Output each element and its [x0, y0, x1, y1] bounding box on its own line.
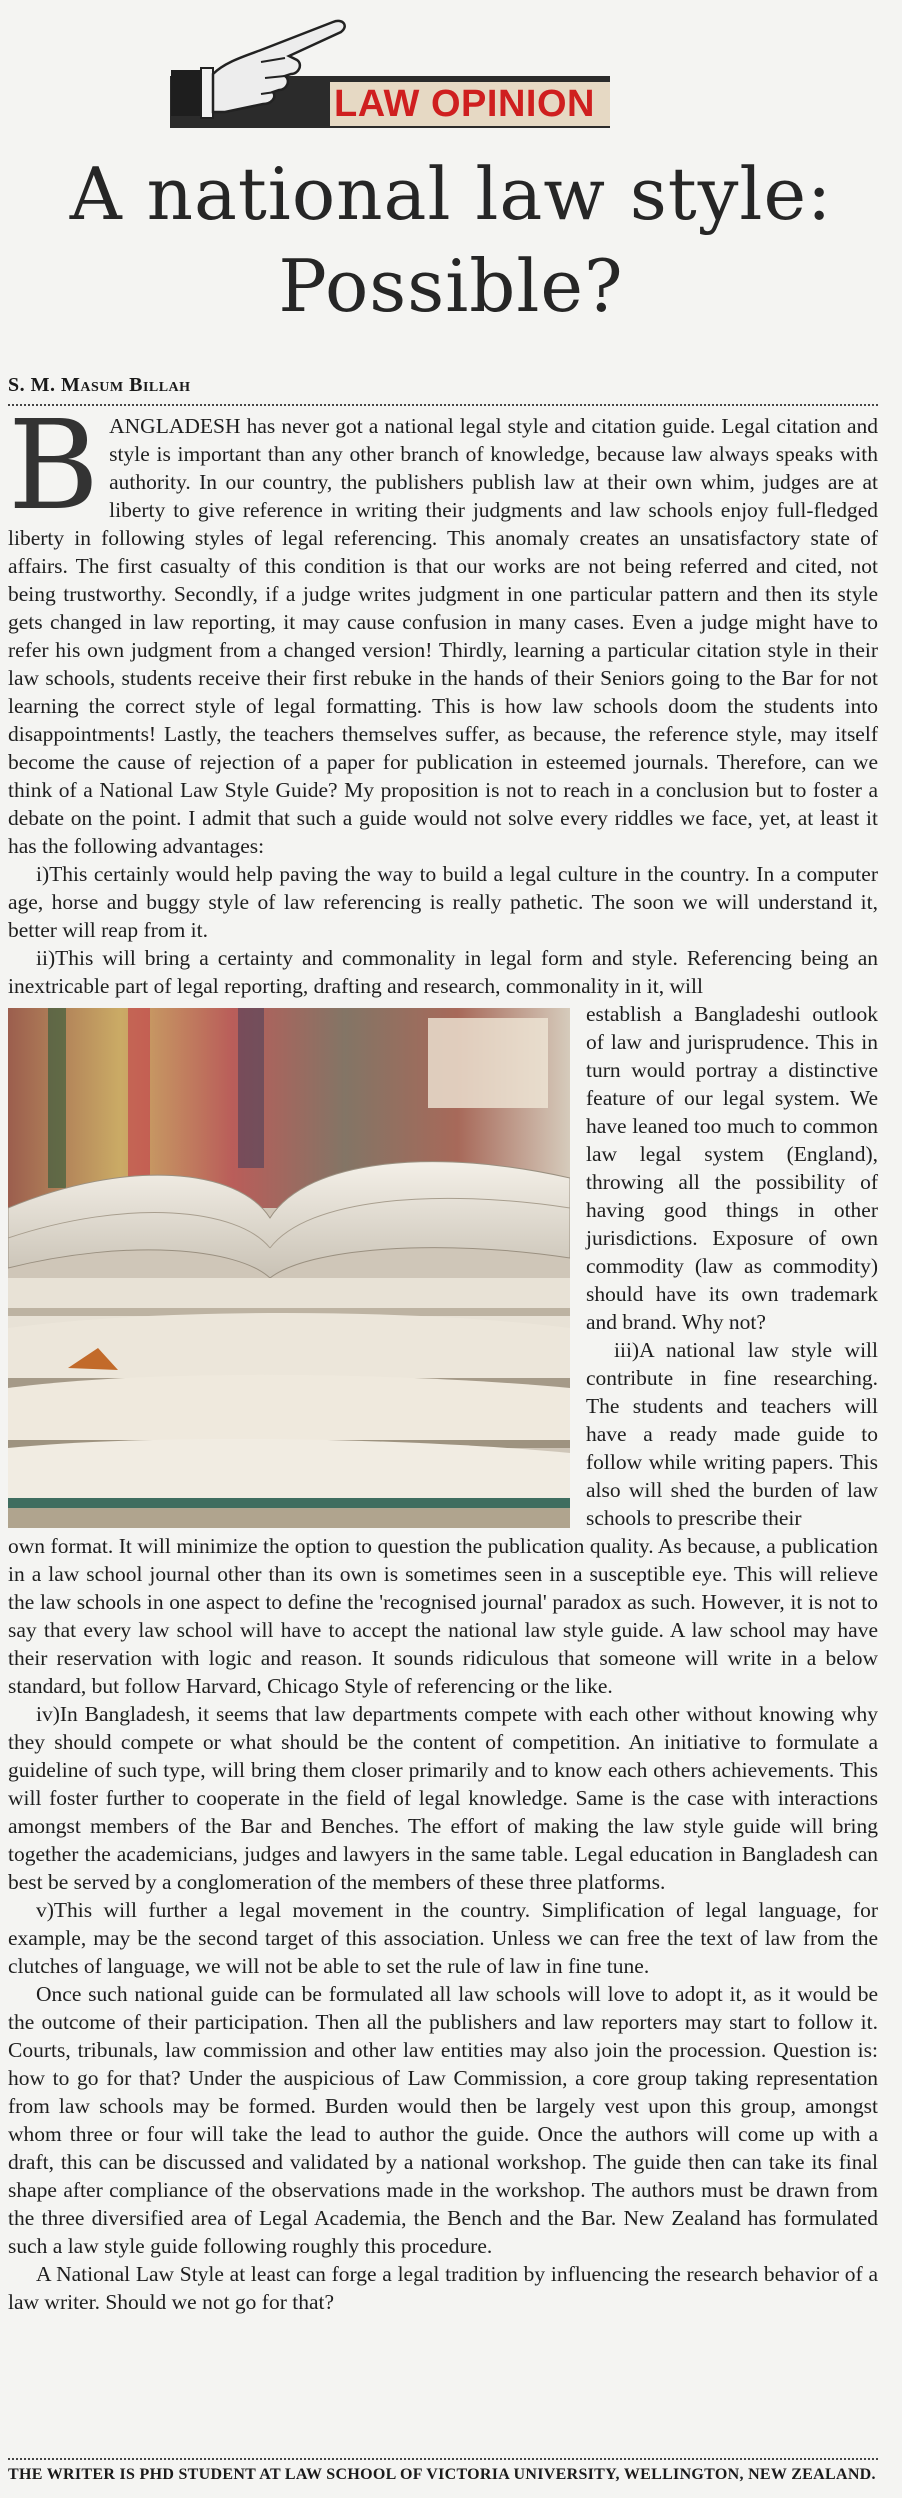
section-label: LAW OPINION: [330, 82, 610, 126]
header: [0, 0, 902, 140]
drop-cap: B: [8, 394, 100, 538]
paragraph-point-5: v)This will further a legal movement in the country. Simplification of legal language, for example, may be the second target of this association. Unless we can free the text of law from the clutches of language, we will not be able to set the rule of law in fine tune.: [8, 1898, 878, 1978]
byline-divider: [8, 404, 878, 406]
books-image: [8, 1008, 570, 1528]
article-title: [0, 148, 902, 332]
paragraph-intro: [8, 394, 878, 860]
article-body: [8, 394, 878, 2316]
paragraph-intro-text: ANGLADESH has never got a national legal style and citation guide. Legal citation and style is important than any other branch of knowledge, because law always speaks with authority. In our country, the publishers publish law at their own whim, judges are at liberty to give reference in writing their judgments and law schools enjoy full-fledged liberty in following styles of legal referencing. This anomaly creates an unsatisfactory state of affairs. The first casualty of this condition is that our works are not being referred and cited, not being trustworthy. Secondly, if a judge writes judgment in one particular pattern and then its style gets changed in law reporting, it may cause confusion in many cases. Even a judge might have to refer his own judgment from a changed version! Thirdly, learning a particular citation style in their law schools, students receive their first rebuke in the hands of their Seniors going to the Bar for not learning the correct style of legal formatting. This is how law schools doom the students into disappointments! Lastly, the teachers themselves suffer, as because, the reference style, may itself become the cause of rejection of a paper for publication in esteemed journals. Therefore, can we think of a National Law Style Guide? My proposition is not to reach in a conclusion but to foster a debate on the point. I admit that such a guide would not solve every riddles we face, yet, at least it has the following advantages:: [8, 414, 878, 858]
author-name: S. M. Masum Billah: [8, 374, 191, 396]
footer-divider: [8, 2458, 878, 2460]
pointing-hand-icon: [165, 4, 355, 124]
title-line-1: A national law style:: [69, 152, 833, 236]
paragraph-conclusion: A National Law Style at least can forge a legal tradition by influencing the research behavior of a law writer. Should we not go for that?: [8, 2262, 878, 2314]
paragraph-point-2-wrap: establish a Bangladeshi outlook of law and jurisprudence. This in turn would portray a distinctive feature of our legal system. We have leaned too much to common law legal system (England), throwing all the possibility of having good things in other jurisdictions. Exposure of own commodity (law as commodity) should have its own trademark and brand. Why not?: [586, 1002, 878, 1334]
title-line-2: Possible?: [278, 244, 624, 328]
paragraph-process: Once such national guide can be formulated all law schools will love to adopt it, as it would be the outcome of their participation. Then all the publishers and law reporters may start to follow it. Courts, tribunals, law commission and other law entities may also join the procession. Question is: how to go for that? Under the auspicious of Law Commission, a core group taking representation from law schools may be formed. Burden would then be largely vest upon this group, amongst whom three or four will take the lead to author the guide. Once the authors will come up with a draft, this can be discussed and validated by a national workshop. The guide then can take its final shape after compliance of the observations made in the workshop. The authors must be drawn from the three diversified area of Legal Academia, the Bench and the Bar. New Zealand has formulated such a law style guide following roughly this procedure.: [8, 1982, 878, 2258]
paragraph-point-2-lead: ii)This will bring a certainty and commonality in legal form and style. Referencing being an inextricable part of legal reporting, drafting and research, commonality in it, will: [8, 946, 878, 998]
paragraph-point-4: iv)In Bangladesh, it seems that law departments compete with each other without knowing why they should compete or what should be the content of competition. An initiative to formulate a guideline of such type, will bring them closer primarily and to know each others achievements. This will foster further to cooperate in the field of legal knowledge. Same is the case with interactions amongst members of the Bar and Benches. The effort of making the law style guide will bring together the academicians, judges and lawyers in the same table. Legal education in Bangladesh can best be served by a conglomeration of the members of these three platforms.: [8, 1702, 878, 1894]
paragraph-point-3-wrap: iii)A national law style will contribute in fine researching. The students and teachers will have a ready made guide to follow while writing papers. This also will shed the burden of law schools to prescribe their: [586, 1338, 878, 1530]
author-note: THE WRITER IS PHD STUDENT AT LAW SCHOOL OF VICTORIA UNIVERSITY, WELLINGTON, NEW ZEALAND.: [8, 2466, 876, 2483]
paragraph-point-1: i)This certainly would help paving the way to build a legal culture in the country. In a computer age, horse and buggy style of law referencing is really pathetic. The soon we will understand it, better will reap from it.: [8, 862, 878, 942]
paragraph-point-3-rest: own format. It will minimize the option to question the publication quality. As because, a publication in a law school journal other than its own is sometimes seen in a susceptible eye. This will relieve the law schools in one aspect to define the 'recognised journal' paradox as such. However, it is not to say that every law school will have to accept the national law style guide. A law school may have their reservation with logic and reason. It sounds ridiculous that someone will write in a below standard, but follow Harvard, Chicago Style of referencing or the like.: [8, 1534, 878, 1698]
books-photo: [8, 1008, 570, 1528]
